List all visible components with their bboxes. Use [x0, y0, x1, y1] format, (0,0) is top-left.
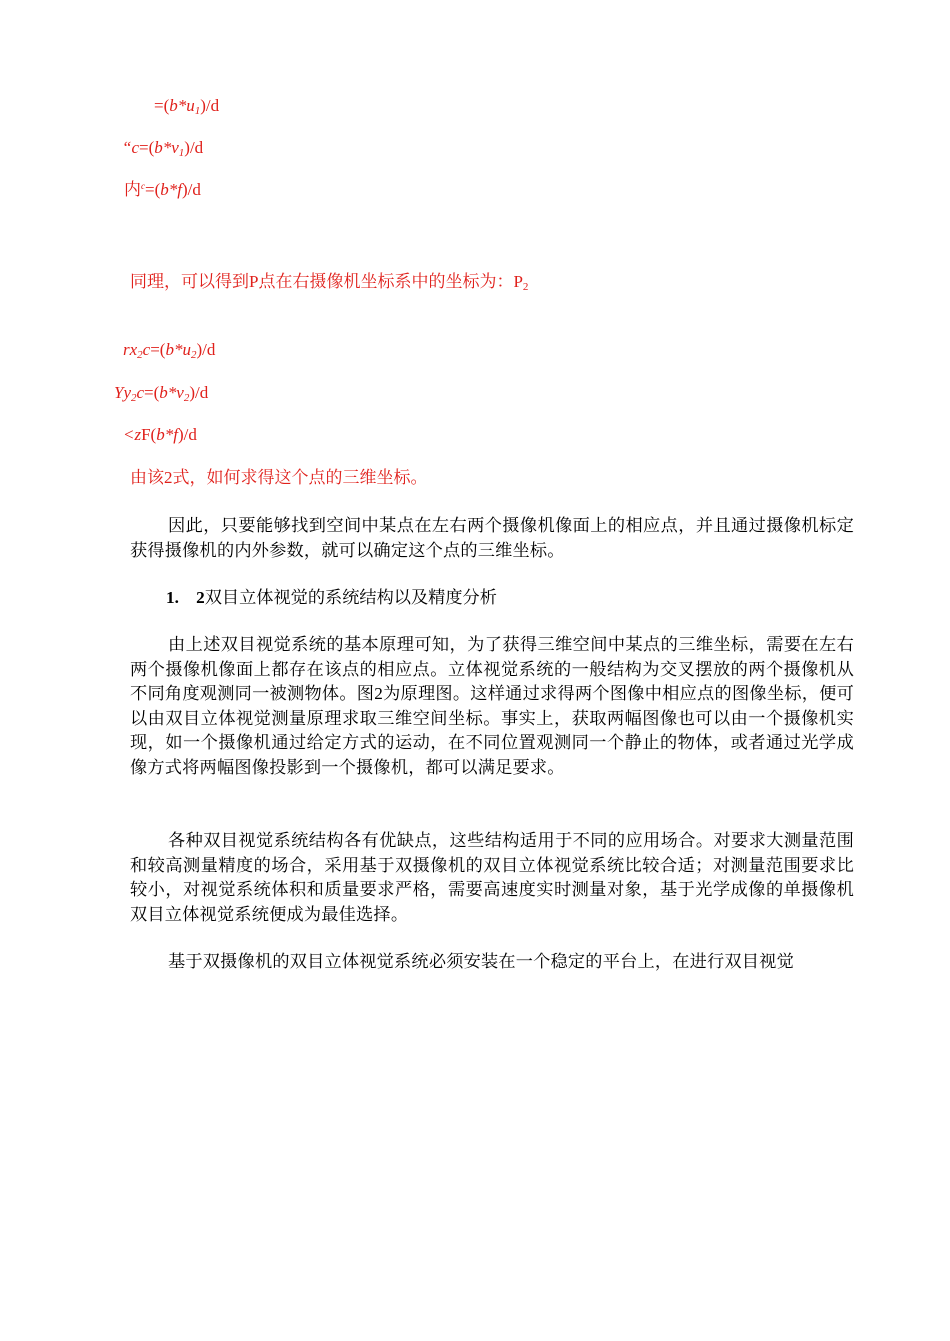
formula-left-z-sup: c [141, 181, 145, 191]
formula-left-y-b: b*v [154, 138, 179, 157]
formula-left-x-tail: )/d [200, 96, 220, 115]
section-heading [166, 586, 497, 610]
paragraph-system-structure: 由上述双目视觉系统的基本原理可知，为了获得三维空间中某点的三维坐标，需要在左右两个摄像机像面上都存在该点的相应点。立体视觉系统的一般结构为交叉摆放的两个摄像机从不同角度观测同一被测物体。图2为原理图。这样通过求得两个图像中相应点的图像坐标，便可以由双目立体视觉测量原理求取三维空间坐标。事实上，获取两幅图像也可以由一个摄像机实现，如一个摄像机通过给定方式的运动，在不同位置观测同一个静止的物体，或者通过光学成像方式将两幅图像投影到一个摄像机，都可以满足要求。 [130, 635, 854, 777]
formula-right-x-prefix: rx [123, 340, 138, 359]
paragraph-conclusion: 因此，只要能够找到空间中某点在左右两个摄像机像面上的相应点，并且通过摄像机标定获得摄像机的内外参数，就可以确定这个点的三维坐标。 [130, 516, 854, 560]
formula-left-y-sub: 1 [178, 147, 185, 159]
formula-left-z-tail: )/d [181, 180, 201, 199]
paragraph-platform: 基于双摄像机的双目立体视觉系统必须安装在一个稳定的平台上，在进行双目视觉 [168, 952, 794, 971]
formula-right-z-tail: )/d [177, 425, 197, 444]
formula-right-z-eq: F( [141, 425, 157, 444]
formula-right-y-tail: )/d [189, 383, 209, 402]
formula-left-x-b: b*u [169, 96, 195, 115]
formula-left-z [124, 180, 201, 200]
formula-left-z-b: b*f [160, 180, 182, 199]
formula-left-x [154, 96, 219, 116]
formula-right-y-sub2: 2 [183, 392, 190, 404]
formula-right-z [123, 425, 197, 445]
right-camera-sentence-sub: 2 [522, 281, 529, 293]
formula-right-x-eq: =( [150, 340, 166, 359]
right-camera-sentence [130, 271, 528, 293]
formula-right-z-prefix: <z [123, 425, 142, 444]
formula-left-x-eq: =( [154, 96, 170, 115]
formula-right-y [114, 383, 208, 403]
section-heading-text: 双目立体视觉的系统结构以及精度分析 [204, 588, 497, 607]
formula-right-y-sub1: 2 [131, 392, 137, 404]
formula-left-y [122, 138, 203, 158]
formula-right-y-mid: c [136, 383, 145, 402]
formula-right-y-prefix: Yy [114, 383, 131, 402]
formula-right-y-eq: =( [144, 383, 160, 402]
formula-right-x-mid: c [142, 340, 151, 359]
formula-right-x-sub2: 2 [190, 349, 197, 361]
question-line: 由该2式，如何求得这个点的三维坐标。 [130, 468, 428, 487]
right-camera-sentence-text: 同理，可以得到P点在右摄像机坐标系中的坐标为：P [130, 272, 523, 291]
formula-right-x-tail: )/d [196, 340, 216, 359]
formula-right-z-b: b*f [156, 425, 178, 444]
formula-left-y-prefix: “c [122, 138, 139, 157]
formula-right-y-b: b*v [159, 383, 184, 402]
formula-left-y-eq: =( [139, 138, 155, 157]
formula-left-z-eq: =( [145, 180, 161, 199]
formula-right-x-sub1: 2 [137, 349, 143, 361]
section-heading-number: 1. 2 [166, 588, 205, 607]
formula-left-x-sub: 1 [194, 105, 201, 117]
paragraph-pros-cons: 各种双目视觉系统结构各有优缺点，这些结构适用于不同的应用场合。对要求大测量范围和较高测量精度的场合，采用基于双摄像机的双目立体视觉系统比较合适；对测量范围要求比较小，对视觉系统体积和质量要求严格，需要高速度实时测量对象，基于光学成像的单摄像机双目立体视觉系统便成为最佳选择。 [130, 831, 854, 924]
formula-left-z-prefix: 内 [124, 180, 141, 199]
formula-left-y-tail: )/d [184, 138, 204, 157]
formula-right-x [123, 340, 215, 360]
formula-right-x-b: b*u [165, 340, 191, 359]
